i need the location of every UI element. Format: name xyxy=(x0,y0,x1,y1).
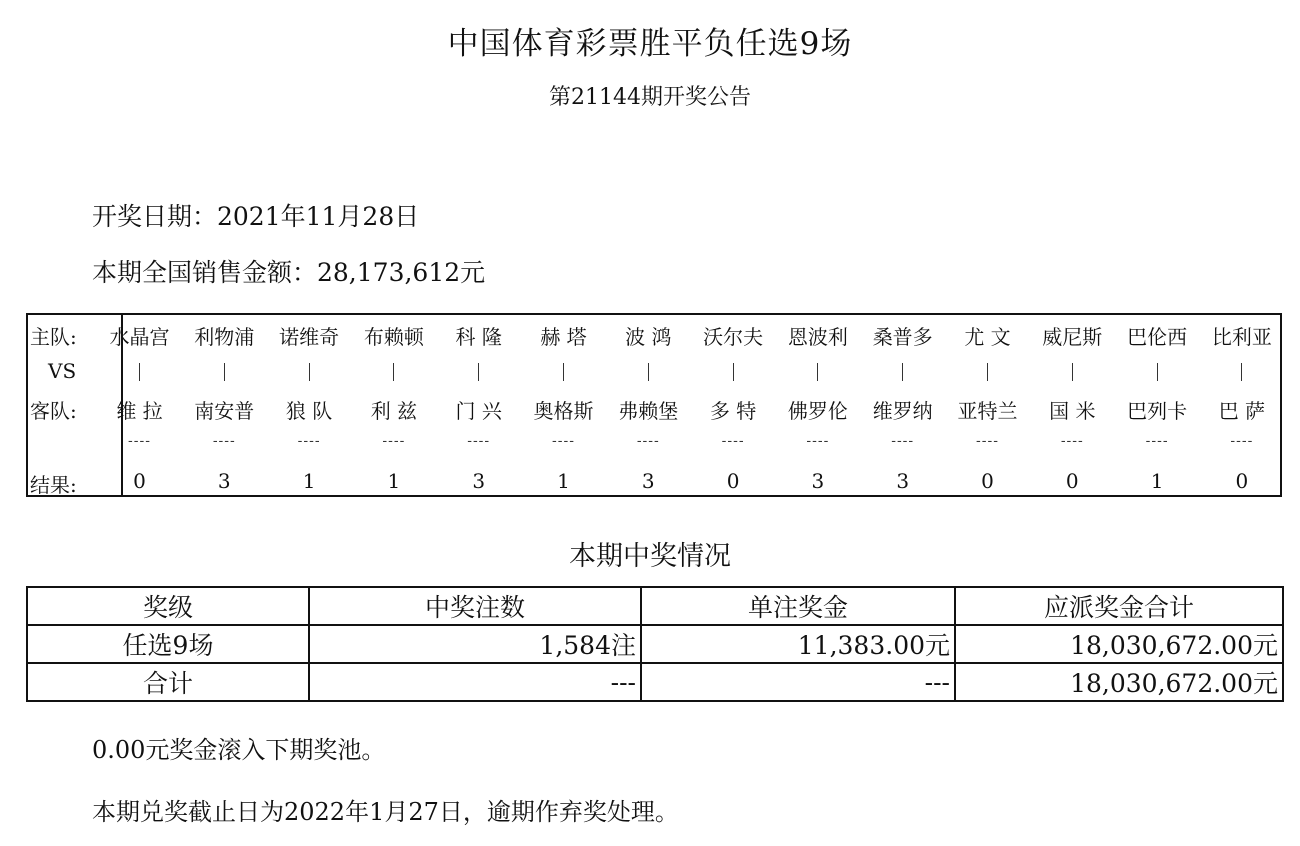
vs-bar xyxy=(139,363,140,381)
away-team: 巴列卡 xyxy=(1127,399,1188,423)
away-team: 南安普 xyxy=(194,399,255,423)
result-value: 1 xyxy=(557,469,570,493)
prize-heading: 本期中奖情况 xyxy=(569,541,731,572)
prize-level: 合计 xyxy=(27,663,309,701)
table-row xyxy=(27,663,1283,701)
home-team: 沃尔夫 xyxy=(703,325,764,349)
home-team: 水晶宫 xyxy=(109,325,170,349)
result-value: 0 xyxy=(133,469,146,493)
result-value: 3 xyxy=(641,469,655,493)
vs-bar xyxy=(733,363,734,381)
away-team: 门 兴 xyxy=(455,399,502,423)
prize-level: 任选9场 xyxy=(27,625,309,663)
vs-bar xyxy=(563,363,564,381)
away-team: 佛罗伦 xyxy=(787,399,848,423)
dash-separator: ---- xyxy=(382,433,406,449)
vs-bar xyxy=(1241,363,1242,381)
result-value: 0 xyxy=(981,469,994,493)
result-value: 3 xyxy=(811,469,825,493)
total-prize: 18,030,672.00元 xyxy=(955,625,1283,663)
away-team: 巴 萨 xyxy=(1218,399,1266,423)
result-value: 1 xyxy=(387,469,401,493)
home-team: 诺维奇 xyxy=(279,325,340,349)
result-value: 1 xyxy=(1150,469,1164,493)
result-value: 0 xyxy=(1235,469,1249,493)
dash-separator: ---- xyxy=(976,433,999,449)
winner-count: --- xyxy=(309,663,641,701)
away-team: 利 兹 xyxy=(370,399,418,423)
vs-bar xyxy=(1072,363,1073,381)
result-value: 0 xyxy=(726,469,740,493)
away-team: 奥格斯 xyxy=(533,399,594,423)
vs-bar xyxy=(393,363,394,381)
home-label: 主队: xyxy=(30,325,77,349)
dash-separator: ---- xyxy=(891,433,915,449)
dash-separator: ---- xyxy=(1230,433,1254,449)
dash-separator: ---- xyxy=(297,433,321,449)
dash-separator: ---- xyxy=(806,433,830,449)
away-label: 客队: xyxy=(30,399,77,423)
col-header-unit: 单注奖金 xyxy=(641,587,955,625)
rollover-note: 0.00元奖金滚入下期奖池。 xyxy=(92,736,386,764)
page-title: 中国体育彩票胜平负任选9场 xyxy=(447,26,853,62)
prize-table xyxy=(26,586,1284,702)
result-label: 结果: xyxy=(30,473,77,497)
dash-separator: ---- xyxy=(636,433,660,449)
prize-header-row xyxy=(27,587,1283,625)
home-team: 威尼斯 xyxy=(1042,325,1103,349)
vs-bar xyxy=(309,363,310,381)
away-team: 狼 队 xyxy=(285,399,333,423)
total-prize: 18,030,672.00元 xyxy=(955,663,1283,701)
home-team: 利物浦 xyxy=(194,325,255,349)
result-value: 1 xyxy=(302,469,316,493)
dash-separator: ---- xyxy=(212,433,236,449)
home-team: 尤 文 xyxy=(964,325,1011,349)
home-team: 布赖顿 xyxy=(363,325,424,349)
vs-bar xyxy=(817,363,818,381)
dash-separator: ---- xyxy=(1145,433,1169,449)
result-value: 3 xyxy=(896,469,910,493)
away-team: 维 拉 xyxy=(116,399,163,423)
col-header-count: 中奖注数 xyxy=(309,587,641,625)
home-team: 波 鸿 xyxy=(625,325,672,349)
home-team: 恩波利 xyxy=(787,325,848,349)
dash-separator: ---- xyxy=(128,433,151,449)
winner-count: 1,584注 xyxy=(309,625,641,663)
col-header-total: 应派奖金合计 xyxy=(955,587,1283,625)
unit-prize: 11,383.00元 xyxy=(641,625,955,663)
away-team: 弗赖堡 xyxy=(618,399,679,423)
result-value: 0 xyxy=(1065,469,1079,493)
home-team: 巴伦西 xyxy=(1127,325,1188,349)
issue-subtitle: 第21144期开奖公告 xyxy=(549,85,751,110)
home-team: 比利亚 xyxy=(1211,325,1272,349)
draw-date: 开奖日期：2021年11月28日 xyxy=(92,202,420,231)
away-team: 亚特兰 xyxy=(957,399,1018,423)
dash-separator: ---- xyxy=(1060,433,1084,449)
away-team: 多 特 xyxy=(709,399,757,423)
dash-separator: ---- xyxy=(467,433,491,449)
home-team: 赫 塔 xyxy=(540,325,587,349)
match-table xyxy=(26,313,1282,497)
vs-bar xyxy=(648,363,649,381)
vs-bar xyxy=(224,363,225,381)
vs-bar xyxy=(1157,363,1158,381)
dash-separator: ---- xyxy=(552,433,575,449)
away-team: 国 米 xyxy=(1049,399,1096,423)
deadline-note: 本期兑奖截止日为2022年1月27日，逾期作弃奖处理。 xyxy=(92,798,679,826)
home-team: 桑普多 xyxy=(872,325,933,349)
home-team: 科 隆 xyxy=(455,325,502,349)
table-row xyxy=(27,625,1283,663)
result-value: 3 xyxy=(217,469,231,493)
result-value: 3 xyxy=(472,469,486,493)
vs-bar xyxy=(478,363,479,381)
sales-amount: 本期全国销售金额：28,173,612元 xyxy=(92,258,486,287)
col-header-level: 奖级 xyxy=(27,587,309,625)
vs-bar xyxy=(987,363,988,381)
unit-prize: --- xyxy=(641,663,955,701)
away-team: 维罗纳 xyxy=(872,399,933,423)
vs-bar xyxy=(902,363,903,381)
dash-separator: ---- xyxy=(721,433,745,449)
vs-label: VS xyxy=(48,359,77,383)
